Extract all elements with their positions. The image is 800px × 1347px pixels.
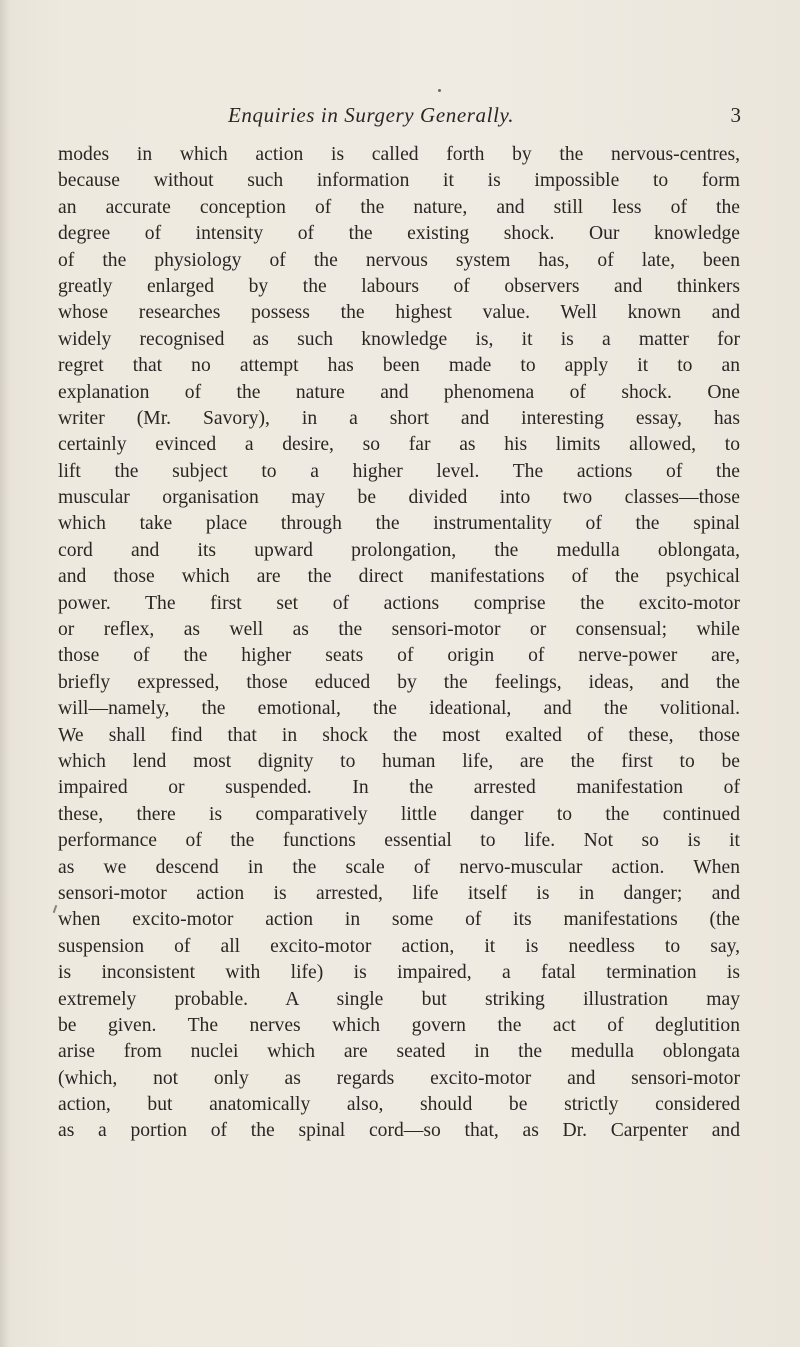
text-line: arise from nuclei which are seated in the medulla oblongata xyxy=(58,1041,740,1063)
text-line: which take place through the instrumentality of the spinal xyxy=(58,513,740,535)
page-number: 3 xyxy=(730,103,741,127)
text-line: performance of the functions essential to life. Not so is it xyxy=(58,830,740,852)
running-head xyxy=(58,103,758,133)
text-line: regret that no attempt has been made to apply it to an xyxy=(58,355,740,377)
text-line: be given. The nerves which govern the act of deglutition xyxy=(58,1014,740,1036)
text-line: because without such information it is impossible to form xyxy=(58,170,740,192)
text-line: modes in which action is called forth by the nervous-centres, xyxy=(58,144,740,165)
body-text xyxy=(58,142,740,1145)
text-line: widely recognised as such knowledge is, it is a matter for xyxy=(58,328,740,350)
text-line: as a portion of the spinal cord—so that, as Dr. Carpenter and xyxy=(58,1120,740,1142)
text-line: lift the subject to a higher level. The actions of the xyxy=(58,460,740,482)
text-line: briefly expressed, those educed by the feelings, ideas, and the xyxy=(58,671,740,693)
text-line: as we descend in the scale of nervo-muscular action. When xyxy=(58,856,740,878)
text-line: We shall find that in shock the most exalted of these, those xyxy=(58,724,740,746)
text-line: explanation of the nature and phenomena of shock. One xyxy=(58,381,740,403)
spine-shadow xyxy=(0,0,10,1347)
text-line: muscular organisation may be divided into two classes—those xyxy=(58,487,740,509)
text-line: extremely probable. A single but striking illustration may xyxy=(58,988,740,1010)
text-line: cord and its upward prolongation, the medulla oblongata, xyxy=(58,539,740,561)
text-line: which lend most dignity to human life, are the first to be xyxy=(58,750,740,772)
ink-speck xyxy=(438,89,441,92)
text-line: sensori-motor action is arrested, life itself is in danger; and xyxy=(58,882,740,904)
text-line: degree of intensity of the existing shock. Our knowledge xyxy=(58,223,740,245)
text-line: when excito-motor action in some of its manifestations (the xyxy=(58,909,740,931)
running-head-title: Enquiries in Surgery Generally. xyxy=(228,103,515,127)
margin-mark xyxy=(53,905,58,913)
text-line: of the physiology of the nervous system has, of late, been xyxy=(58,249,740,271)
text-line: impaired or suspended. In the arrested manifestation of xyxy=(58,777,740,799)
text-line: is inconsistent with life) is impaired, a fatal termination is xyxy=(58,962,740,984)
text-line: these, there is comparatively little danger to the continued xyxy=(58,803,740,825)
text-line: or reflex, as well as the sensori-motor or consensual; while xyxy=(58,619,740,641)
text-line: suspension of all excito-motor action, it is needless to say, xyxy=(58,935,740,957)
text-line: (which, not only as regards excito-motor and sensori-motor xyxy=(58,1067,740,1089)
text-line: writer (Mr. Savory), in a short and interesting essay, has xyxy=(58,407,740,429)
text-line: greatly enlarged by the labours of observers and thinkers xyxy=(58,275,740,297)
text-line: an accurate conception of the nature, and still less of the xyxy=(58,196,740,218)
text-line: action, but anatomically also, should be strictly considered xyxy=(58,1094,740,1116)
text-line: those of the higher seats of origin of nerve-power are, xyxy=(58,645,740,667)
text-line: will—namely, the emotional, the ideational, and the volitional. xyxy=(58,698,740,720)
text-line: whose researches possess the highest value. Well known and xyxy=(58,302,740,324)
text-line: and those which are the direct manifestations of the psychical xyxy=(58,566,740,588)
text-line: certainly evinced a desire, so far as his limits allowed, to xyxy=(58,434,740,456)
text-line: power. The first set of actions comprise the excito-motor xyxy=(58,592,740,614)
